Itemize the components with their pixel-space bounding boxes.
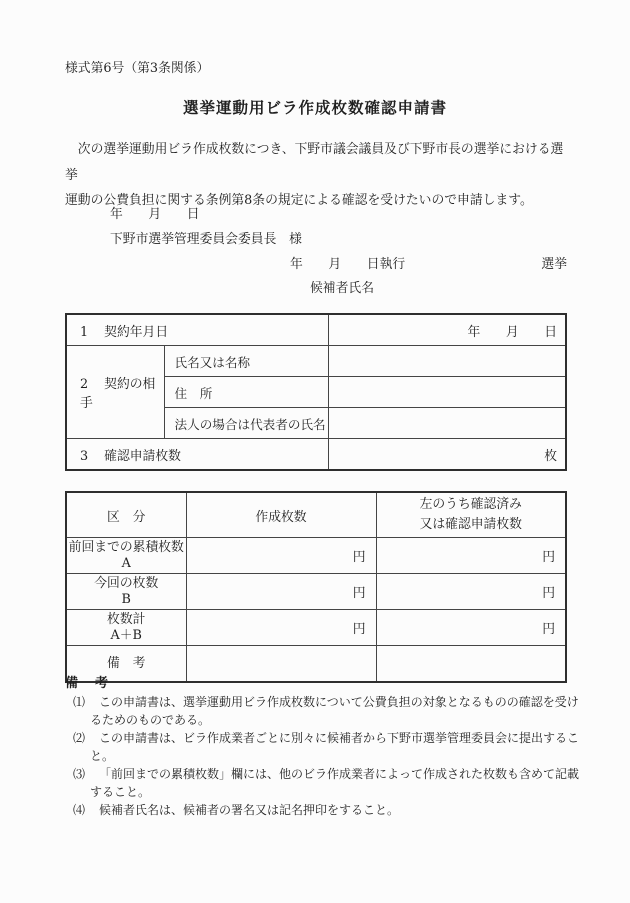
note-item-4: [73, 801, 580, 819]
remarks-made-cell: [186, 646, 376, 683]
category-label: 今回の枚数: [94, 576, 159, 591]
row-number: 2: [80, 377, 89, 392]
partner-representative-label-cell: 法人の場合は代表者の氏名: [164, 408, 328, 439]
note-text: 「前回までの累積枚数」欄には、他のビラ作成業者によって作成された枚数も含めて記載すること。: [90, 767, 580, 799]
total-confirmed-cell: 円: [376, 610, 566, 646]
category-label: 前回までの累積枚数: [68, 540, 184, 555]
note-item-1: [73, 693, 580, 729]
table-row-current: [66, 574, 566, 610]
table-row-requested-count: [66, 439, 566, 471]
total-made-cell: 円: [186, 610, 376, 646]
header-category: 区 分: [66, 492, 186, 538]
partner-representative-value-cell: [328, 408, 566, 439]
header-made-count: 作成枚数: [186, 492, 376, 538]
election-execution-line: [290, 253, 567, 272]
contract-table: [65, 313, 567, 471]
partner-name-value-cell: [328, 346, 566, 377]
note-text: 候補者氏名は、候補者の署名又は記名押印をすること。: [99, 803, 400, 817]
header-confirmed-line1: 左のうち確認済み: [419, 497, 522, 512]
candidate-name-label: 候補者氏名: [310, 281, 374, 296]
row-label: 契約年月日: [104, 324, 169, 340]
count-table-header-row: [66, 492, 566, 538]
cumulative-label-cell: [66, 538, 186, 574]
execution-date-blank: 年 月 日執行: [290, 257, 406, 272]
note-number: ⑴: [73, 695, 86, 709]
current-made-cell: 円: [186, 574, 376, 610]
current-label-cell: [66, 574, 186, 610]
notes-heading: 備 考: [65, 676, 111, 691]
note-item-3: [73, 765, 580, 801]
partner-name-label-cell: 氏名又は名称: [164, 346, 328, 377]
contract-date-value-cell: 年 月 日: [328, 314, 566, 346]
row-label: 確認申請枚数: [104, 448, 181, 464]
row-label: 契約の相手: [80, 377, 156, 411]
intro-line-1: 次の選挙運動用ビラ作成枚数につき、下野市議会議員及び下野市長の選挙における選挙: [65, 142, 564, 183]
note-text: この申請書は、ビラ作成業者ごとに別々に候補者から下野市選挙管理委員会に提出すること。: [90, 731, 580, 763]
application-date-blank: 年 月 日: [110, 207, 200, 222]
partner-address-label-cell: 住 所: [164, 377, 328, 408]
header-confirmed-count: [376, 492, 566, 538]
category-label: 枚数計: [107, 612, 146, 627]
requested-count-label-cell: [66, 439, 328, 471]
contract-partner-label-cell: [66, 346, 164, 439]
table-row-remarks: [66, 646, 566, 683]
cumulative-confirmed-cell: 円: [376, 538, 566, 574]
remarks-confirmed-cell: [376, 646, 566, 683]
table-row-total: [66, 610, 566, 646]
note-text: この申請書は、選挙運動用ビラ作成枚数について公費負担の対象となるものの確認を受けるためのものである。: [90, 695, 579, 727]
header-confirmed-line2: 又は確認申請枚数: [419, 517, 522, 532]
intro-line-2: 運動の公費負担に関する条例第8条の規定による確認を受けたいので申請します。: [65, 193, 533, 208]
page-title: 選挙運動用ビラ作成枚数確認申請書: [182, 99, 447, 117]
addressee-line: 下野市選挙管理委員会委員長 様: [110, 232, 302, 247]
note-number: ⑶: [73, 767, 86, 781]
note-number: ⑵: [73, 731, 86, 745]
row-number: 3: [80, 448, 89, 464]
election-suffix: 選挙: [541, 257, 567, 272]
notes-list: [73, 693, 580, 819]
note-item-2: [73, 729, 580, 765]
partner-address-value-cell: [328, 377, 566, 408]
current-confirmed-cell: 円: [376, 574, 566, 610]
remarks-label-cell: 備 考: [66, 646, 186, 683]
cumulative-made-cell: 円: [186, 538, 376, 574]
category-sublabel: A: [121, 555, 131, 571]
category-sublabel: A＋B: [110, 627, 142, 643]
table-row-cumulative: [66, 538, 566, 574]
contract-date-label-cell: [66, 314, 328, 346]
category-sublabel: B: [121, 591, 131, 607]
form-number: 様式第6号（第3条関係）: [65, 61, 210, 76]
table-row-partner-name: [66, 346, 566, 377]
note-number: ⑷: [73, 803, 86, 817]
requested-count-value-cell: 枚: [328, 439, 566, 471]
row-number: 1: [80, 324, 89, 340]
table-row-contract-date: [66, 314, 566, 346]
total-label-cell: [66, 610, 186, 646]
count-table: [65, 491, 567, 683]
